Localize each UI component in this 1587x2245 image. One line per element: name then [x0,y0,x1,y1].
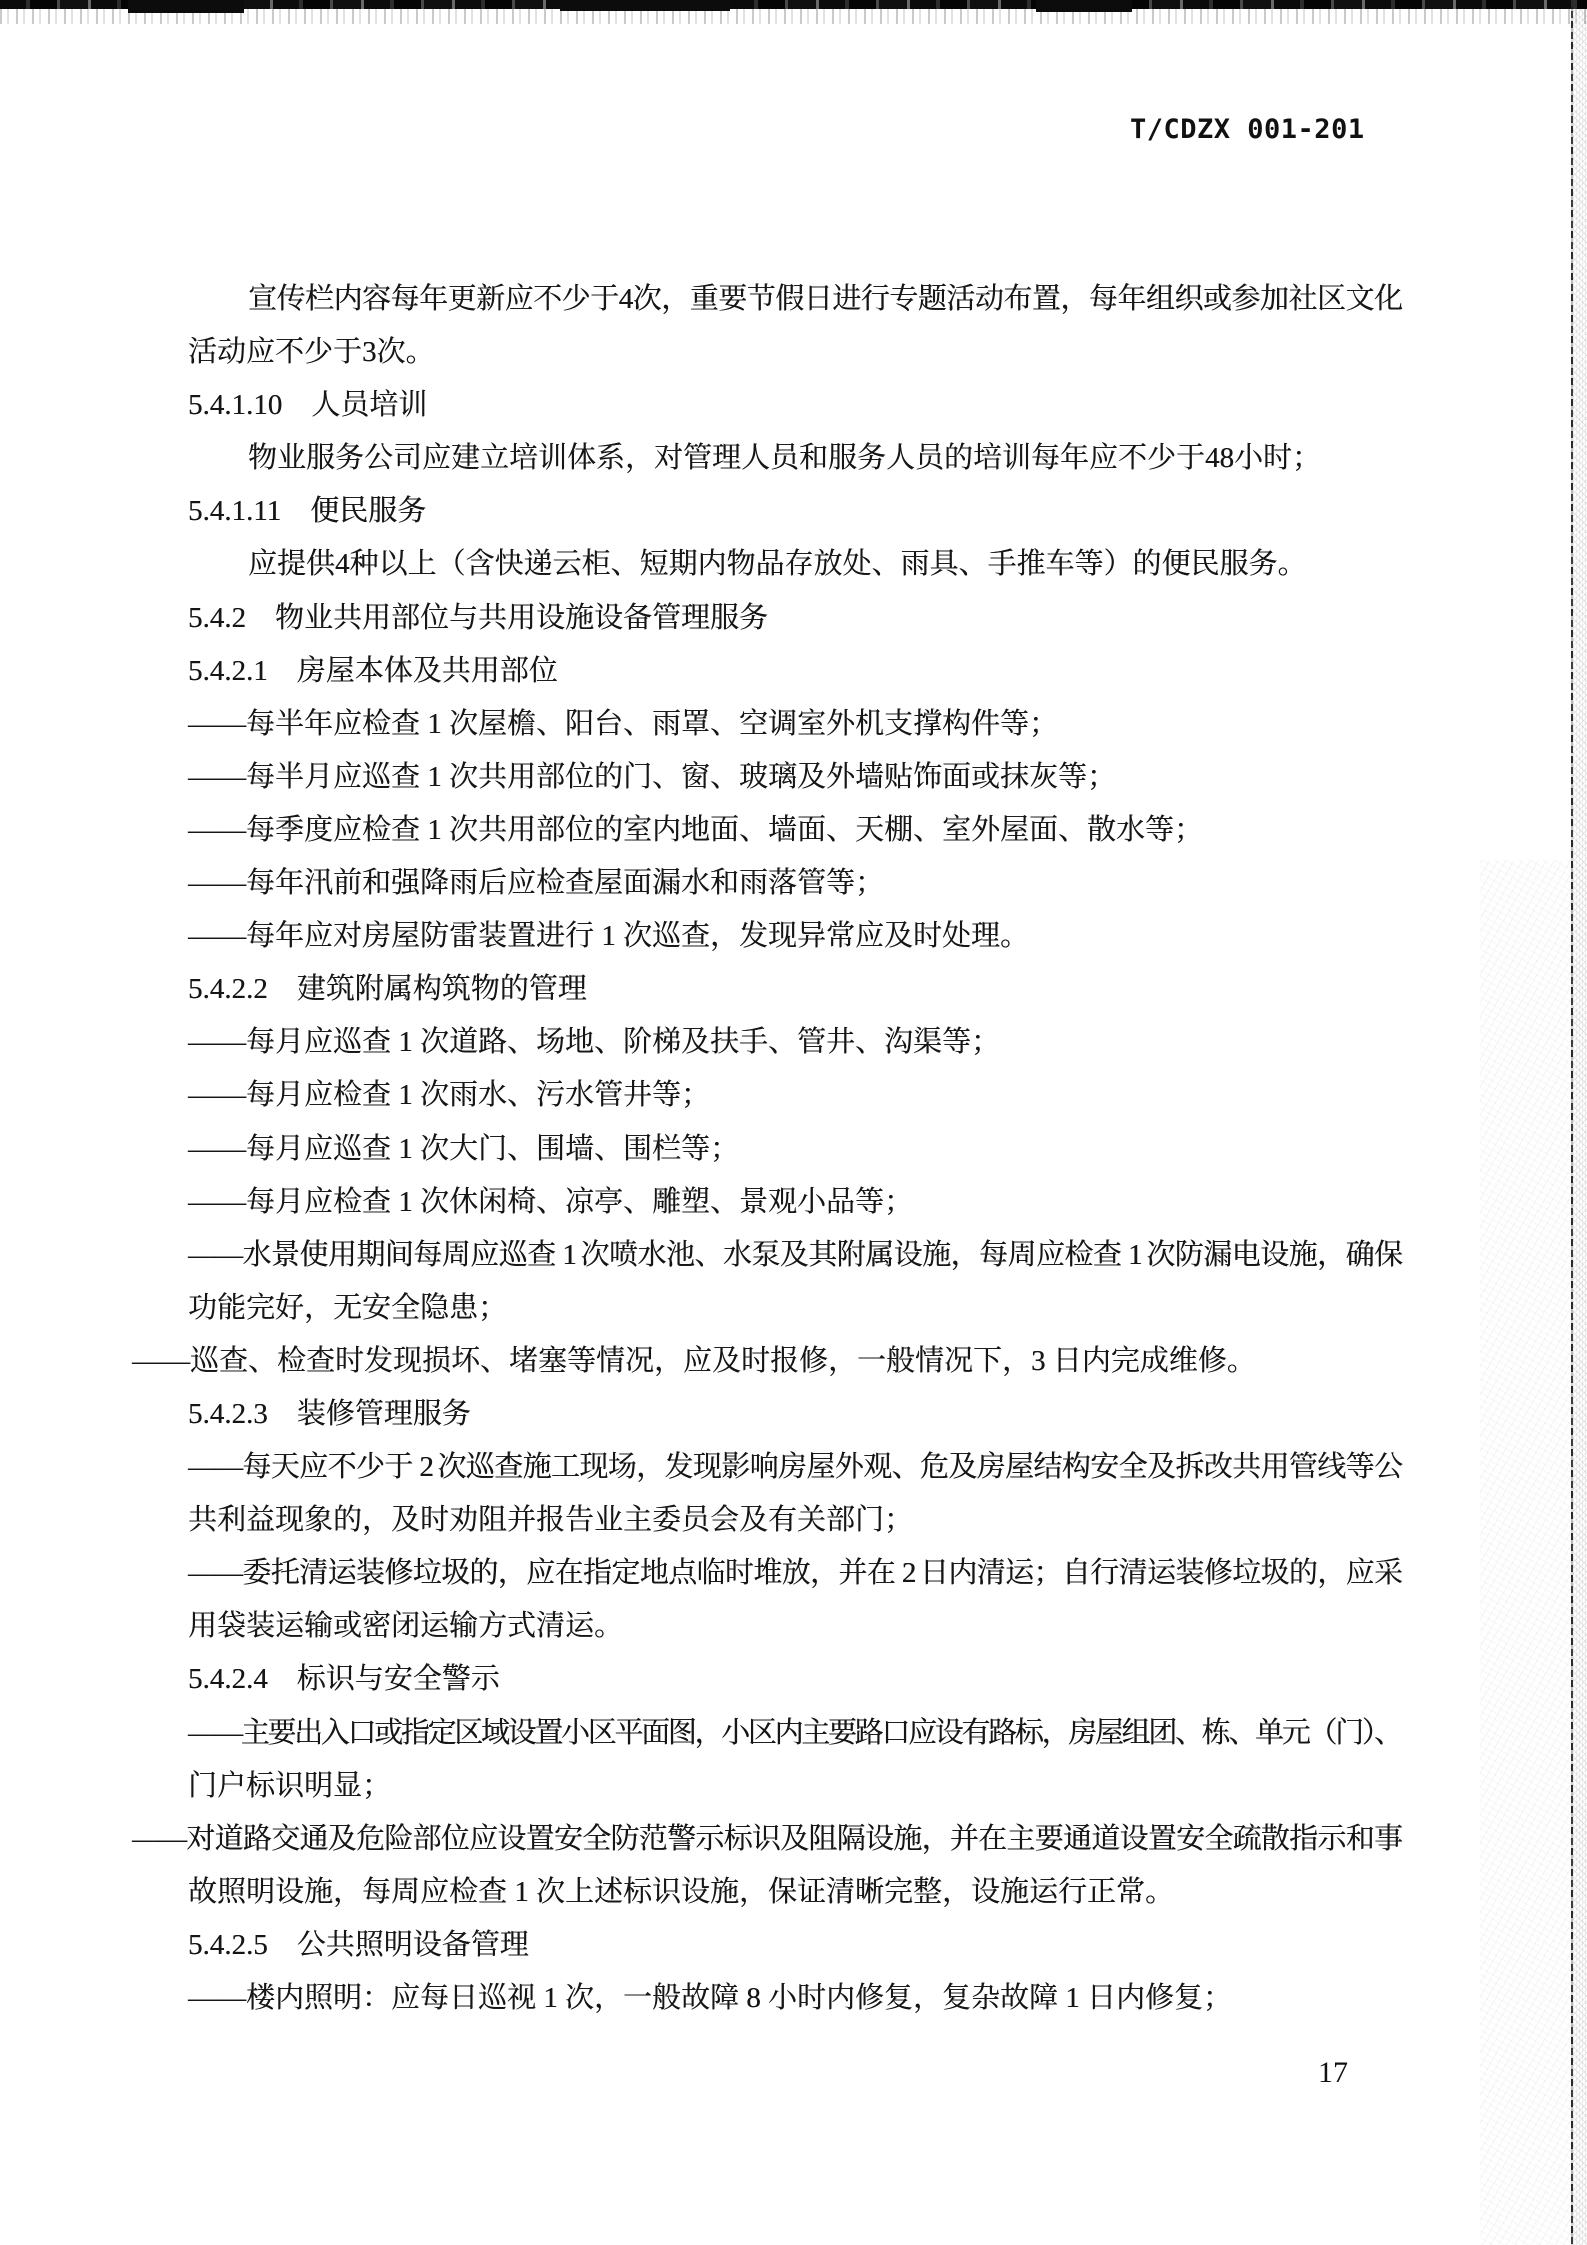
text-line: ——每年应对房屋防雷装置进行 1 次巡查，发现异常应及时处理。 [188,920,1030,953]
text-line: 门户标识明显； [188,1769,392,1802]
standard-code: T/CDZX 001-201 [1130,114,1365,145]
scan-artifact-top-chunk [560,0,730,11]
clause-heading: 5.4.2.2 建筑附属构筑物的管理 [188,973,587,1006]
text-line: 活动应不少于3次。 [188,336,435,369]
text-line: 应提供4种以上（含快递云柜、短期内物品存放处、雨具、手推车等）的便民服务。 [248,548,1307,581]
scan-artifact-top-chunk [128,0,244,13]
text-line: ——每月应检查 1 次雨水、污水管井等； [188,1079,711,1112]
text-line: 功能完好，无安全隐患； [188,1291,508,1324]
clause-heading: 5.4.2.4 标识与安全警示 [188,1663,500,1696]
text-line: ——对道路交通及危险部位应设置安全防范警示标识及阻隔设施，并在主要通道设置安全疏散指示和事 [132,1822,1400,1855]
text-line: ——主要出入口或指定区域设置小区平面图，小区内主要路口应设有路标，房屋组团、栋、单元（门）、 [188,1716,1400,1749]
text-line: ——巡查、检查时发现损坏、堵塞等情况，应及时报修，一般情况下，3 日内完成维修。 [132,1344,1256,1377]
text-line: ——每半月应巡查 1 次共用部位的门、窗、玻璃及外墙贴饰面或抹灰等； [188,760,1117,793]
clause-heading: 5.4.2.1 房屋本体及共用部位 [188,654,558,687]
text-line: ——每月应检查 1 次休闲椅、凉亭、雕塑、景观小品等； [188,1185,914,1218]
text-line: 共利益现象的，及时劝阻并报告业主委员会及有关部门； [188,1504,914,1537]
text-line: ——委托清运装修垃圾的，应在指定地点临时堆放，并在 2 日内清运；自行清运装修垃圾的，应采 [188,1557,1400,1590]
text-line: ——每季度应检查 1 次共用部位的室内地面、墙面、天棚、室外屋面、散水等； [188,813,1204,846]
text-line: 物业服务公司应建立培训体系，对管理人员和服务人员的培训每年应不少于48小时； [248,442,1322,475]
text-line: 宣传栏内容每年更新应不少于4次，重要节假日进行专题活动布置，每年组织或参加社区文化 [248,283,1400,315]
text-line: ——每半年应检查 1 次屋檐、阳台、雨罩、空调室外机支撑构件等； [188,707,1059,740]
text-line: ——水景使用期间每周应巡查 1 次喷水池、水泵及其附属设施，每周应检查 1 次防漏电设施，确保 [188,1238,1400,1271]
text-line: ——每月应巡查 1 次大门、围墙、围栏等； [188,1132,740,1165]
clause-heading: 5.4.2.5 公共照明设备管理 [188,1928,529,1961]
clause-heading: 5.4.1.11 便民服务 [188,495,427,528]
scan-artifact-right-noise [1573,0,1587,2245]
scan-artifact-margin-noise [1480,860,1572,2245]
clause-heading: 5.4.1.10 人员培训 [188,389,428,422]
scan-artifact-top-chunk [1036,0,1132,12]
text-line: ——每年汛前和强降雨后应检查屋面漏水和雨落管等； [188,867,885,900]
text-line: ——每天应不少于 2 次巡查施工现场，发现影响房屋外观、危及房屋结构安全及拆改共用管线等公 [188,1451,1400,1484]
text-line: ——每月应巡查 1 次道路、场地、阶梯及扶手、管井、沟渠等； [188,1026,1001,1059]
clause-heading: 5.4.2 物业共用部位与共用设施设备管理服务 [188,601,769,634]
text-line: 故照明设施，每周应检查 1 次上述标识设施，保证清晰完整，设施运行正常。 [188,1875,1175,1908]
text-line: 用袋装运输或密闭运输方式清运。 [188,1610,624,1643]
page-number: 17 [1318,2056,1348,2089]
clause-heading: 5.4.2.3 装修管理服务 [188,1397,471,1430]
document-body [132,273,1400,2025]
text-line: ——楼内照明：应每日巡视 1 次，一般故障 8 小时内修复，复杂故障 1 日内修复； [188,1982,1233,2014]
